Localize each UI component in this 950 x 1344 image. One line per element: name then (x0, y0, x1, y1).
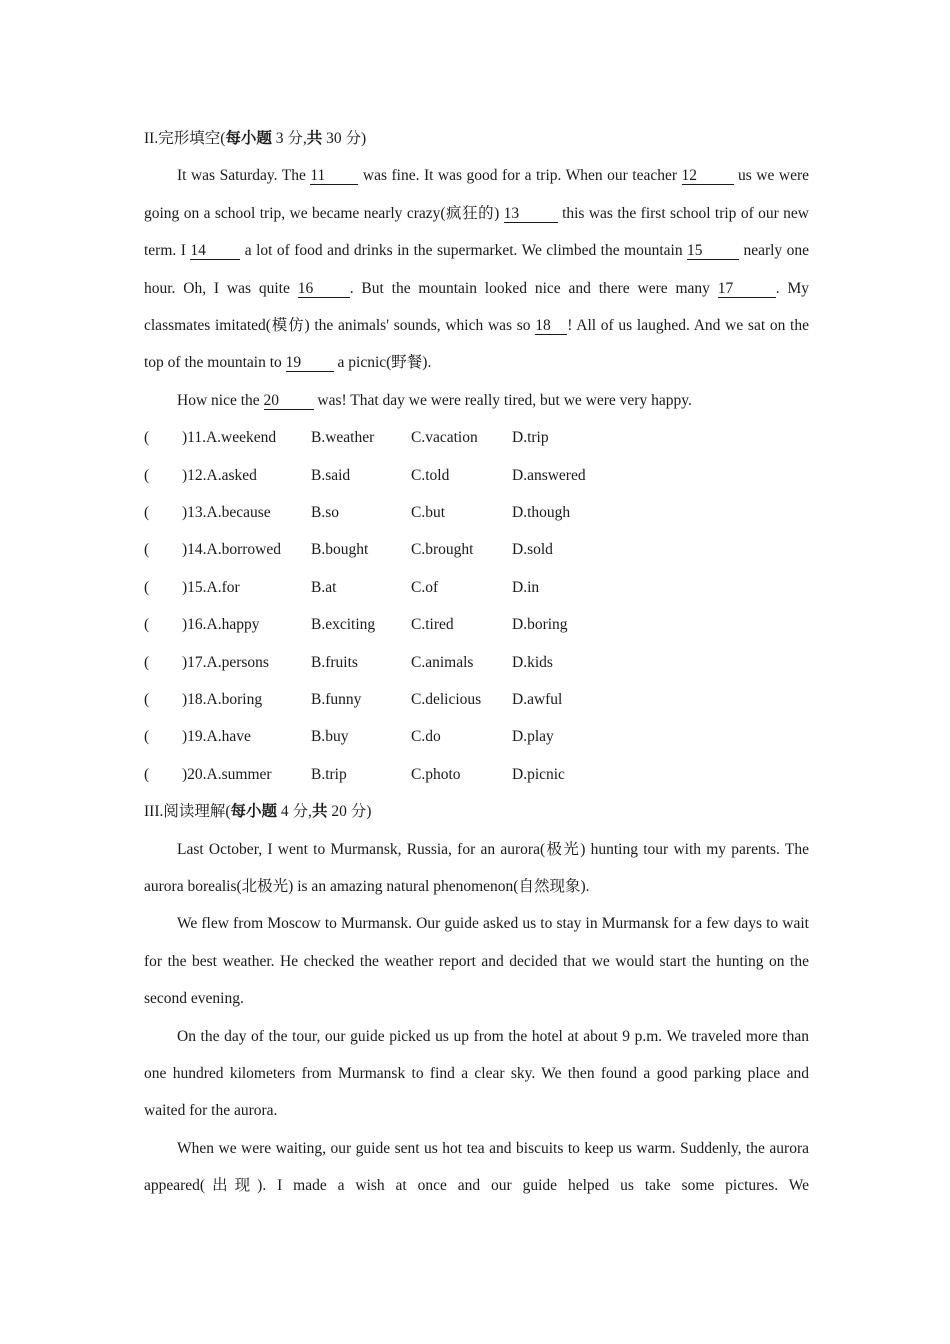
blank-18: 18 (535, 317, 567, 335)
option-row: ( )11.A.weekend B.weather C.vacation D.trip (144, 429, 549, 447)
cloze-paragraph-2: How nice the 20 was! That day we were really tired, but we were very happy. (177, 391, 692, 409)
option-row: ( )18.A.boring B.funny C.delicious D.awful (144, 690, 563, 708)
blank-19: 19 (286, 354, 334, 372)
reading-paragraph-4: When we were waiting, our guide sent us hot tea and biscuits to keep us warm. Suddenly, the aurora appeared(出现). I made a wish at once and our guide helped us take some pictures. We (144, 1139, 809, 1195)
options-list (144, 419, 809, 793)
reading-paragraph-3: On the day of the tour, our guide picked us up from the hotel at about 9 p.m. We traveled more than one hundred kilometers from Murmansk to find a clear sky. We then found a good parking place and waited for the aurora. (144, 1027, 809, 1120)
blank-17: 17 (718, 280, 776, 298)
section-2-heading: II.完形填空(每小题 3 分,共 30 分) (144, 130, 367, 147)
blank-13: 13 (504, 205, 558, 223)
option-row: ( )12.A.asked B.said C.told D.answered (144, 466, 586, 484)
section-3-heading: III.阅读理解(每小题 4 分,共 20 分) (144, 803, 372, 821)
option-row: ( )13.A.because B.so C.but D.though (144, 504, 571, 522)
blank-12: 12 (682, 167, 734, 185)
option-row: ( )20.A.summer B.trip C.photo D.picnic (144, 765, 565, 783)
blank-14: 14 (190, 242, 240, 260)
option-row: ( )19.A.have B.buy C.do D.play (144, 728, 554, 746)
blank-20: 20 (264, 392, 314, 410)
option-row: ( )16.A.happy B.exciting C.tired D.boring (144, 616, 568, 634)
reading-passage (144, 831, 809, 1205)
blank-15: 15 (687, 242, 739, 260)
document-page (144, 120, 809, 1205)
reading-paragraph-2: We flew from Moscow to Murmansk. Our guide asked us to stay in Murmansk for a few days to wait for the best weather. He checked the weather report and decided that we would start the hunting on the second evening. (144, 915, 809, 1008)
cloze-paragraph-1: It was Saturday. The 11 was fine. It was good for a trip. When our teacher 12 us we were going on a school trip, we became nearly crazy(疯狂的) 13 this was the first school trip of our new term. I 14 a lot of food and drinks in the supermarket. We climbed the mountain 15 nearly one hour. Oh, I was quite 16 . But the mountain looked nice and there were many 17 . My classmates imitated(模仿) the animals' sounds, which was so 18 ! All of us laughed. And we sat on the top of the mountain to 19 a picnic(野餐). (144, 167, 809, 372)
option-row: ( )15.A.for B.at C.of D.in (144, 578, 540, 596)
reading-paragraph-1: Last October, I went to Murmansk, Russia, for an aurora(极光) hunting tour with my parents. The aurora borealis(北极光) is an amazing natural phenomenon(自然现象). (144, 840, 809, 895)
blank-11: 11 (310, 167, 358, 185)
blank-16: 16 (298, 280, 350, 298)
cloze-passage (144, 157, 809, 419)
option-row: ( )17.A.persons B.fruits C.animals D.kids (144, 653, 553, 671)
option-row: ( )14.A.borrowed B.bought C.brought D.sold (144, 541, 553, 559)
